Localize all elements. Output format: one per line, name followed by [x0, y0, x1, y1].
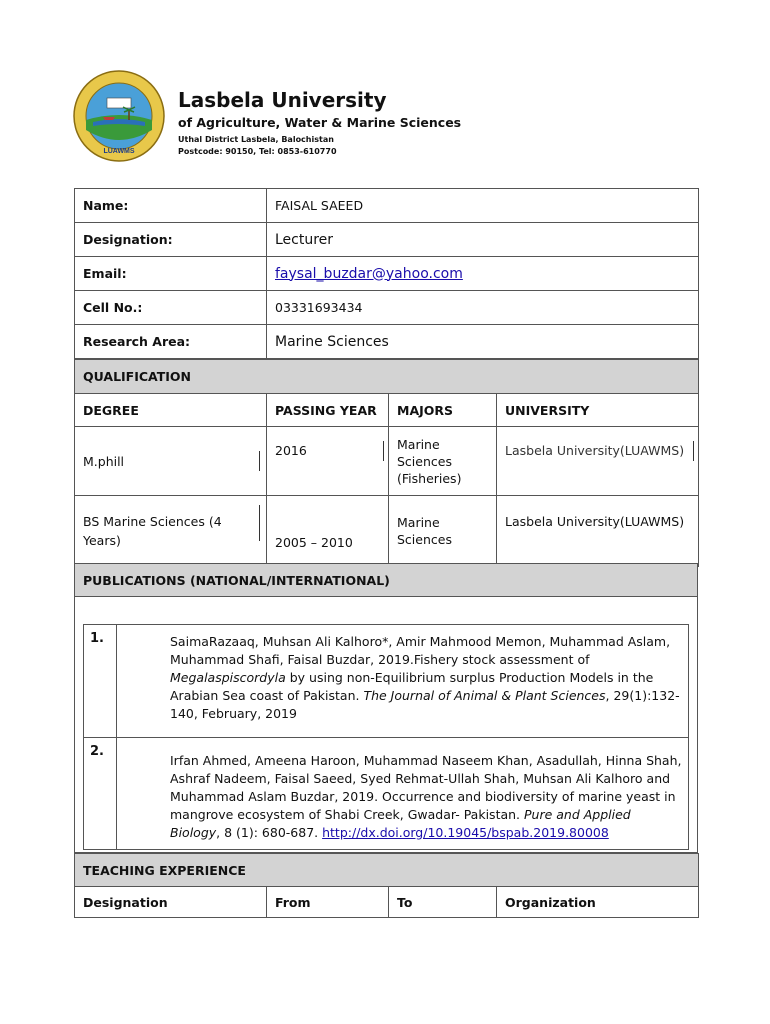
majors-value: Marine Sciences — [389, 496, 497, 567]
university-value: Lasbela University(LUAWMS) — [497, 496, 699, 567]
year-cell — [267, 427, 389, 496]
year-value: 2005 – 2010 — [267, 496, 389, 567]
teaching-header — [75, 854, 699, 887]
university-subtitle: of Agriculture, Water & Marine Sciences — [178, 115, 462, 130]
qualification-table — [74, 359, 699, 567]
address-line: Uthal District Lasbela, Balochistan — [178, 135, 334, 144]
publication-text — [170, 752, 682, 842]
university-cell — [497, 427, 699, 496]
publication-number: 1. — [84, 625, 117, 737]
year-value: 2016 — [275, 443, 307, 458]
email-link[interactable]: faysal_buzdar@yahoo.com — [275, 265, 463, 282]
email-label: Email: — [75, 257, 267, 291]
research-label: Research Area: — [75, 325, 267, 359]
info-row-designation — [75, 223, 699, 257]
publication-tail: , 8 (1): 680-687. — [216, 825, 323, 840]
university-logo — [73, 70, 165, 162]
publication-tail: , 29(1):132-140, February, 2019 — [170, 688, 680, 721]
col-from: From — [267, 887, 389, 918]
col-majors: MAJORS — [389, 394, 497, 427]
publication-text — [170, 633, 682, 723]
publications-title: PUBLICATIONS (NATIONAL/INTERNATIONAL) — [75, 564, 697, 597]
university-value: Lasbela University(LUAWMS) — [505, 443, 685, 458]
research-value: Marine Sciences — [267, 325, 699, 359]
col-passing-year: PASSING YEAR — [267, 394, 389, 427]
publication-doi-link[interactable]: http://dx.doi.org/10.19045/bspab.2019.80008 — [322, 825, 609, 840]
university-name: Lasbela University — [178, 88, 387, 112]
info-row-name — [75, 189, 699, 223]
col-organization: Organization — [497, 887, 699, 918]
publications-section — [74, 563, 698, 853]
col-degree: DEGREE — [75, 394, 267, 427]
qualification-column-headers — [75, 394, 699, 427]
name-label: Name: — [75, 189, 267, 223]
col-university: UNIVERSITY — [497, 394, 699, 427]
degree-cell — [75, 496, 267, 567]
publication-item — [83, 737, 689, 850]
designation-label: Designation: — [75, 223, 267, 257]
col-designation: Designation — [75, 887, 267, 918]
degree-value: BS Marine Sciences (4 Years) — [83, 514, 222, 548]
info-row-email — [75, 257, 699, 291]
qualification-title: QUALIFICATION — [75, 360, 699, 394]
info-row-research — [75, 325, 699, 359]
university-address — [178, 134, 337, 158]
publication-journal: Pure and Applied Biology — [170, 807, 631, 840]
publication-authors: SaimaRazaaq, Muhsan Ali Kalhoro*, Amir Mahmood Memon, Muhammad Aslam, Muhammad Shafi, Faisal Buzdar, 2019.Fishery stock assessment of — [170, 634, 671, 667]
table-row — [75, 496, 699, 567]
table-row — [75, 427, 699, 496]
publication-mid: by using non-Equilibrium surplus Production Models in the Arabian Sea coast of Pakistan. — [170, 670, 654, 703]
qualification-header — [75, 360, 699, 394]
cell-value: 03331693434 — [267, 291, 699, 325]
col-to: To — [389, 887, 497, 918]
personal-info-table — [74, 188, 699, 359]
publication-journal: The Journal of Animal & Plant Sciences — [363, 688, 606, 703]
publication-item — [83, 624, 689, 738]
majors-value: Marine Sciences (Fisheries) — [389, 427, 497, 496]
publication-authors: Irfan Ahmed, Ameena Haroon, Muhammad Naseem Khan, Asadullah, Hinna Shah, Ashraf Nadeem, Faisal Saeed, Syed Rehmat-Ullah Shah, Muhsan Ali Kalhoro and Muhammad Aslam Buzdar, 2019. Occurrence and biodiversity of marine yeast in mangrove ecosystem of Shabi Creek, Gwadar- Pakistan. — [170, 753, 682, 822]
degree-value: M.phill — [83, 453, 125, 469]
teaching-column-headers — [75, 887, 699, 918]
cell-label: Cell No.: — [75, 291, 267, 325]
designation-value: Lecturer — [267, 223, 699, 257]
logo-text: LUAWMS — [103, 148, 135, 155]
publication-number: 2. — [84, 738, 117, 849]
teaching-experience-table — [74, 853, 699, 918]
postcode-line: Postcode: 90150, Tel: 0853-610770 — [178, 147, 337, 156]
name-value: FAISAL SAEED — [267, 189, 699, 223]
publication-species: Megalaspiscordyla — [170, 670, 286, 685]
degree-cell — [75, 427, 267, 496]
info-row-cell — [75, 291, 699, 325]
teaching-title: TEACHING EXPERIENCE — [75, 854, 699, 887]
